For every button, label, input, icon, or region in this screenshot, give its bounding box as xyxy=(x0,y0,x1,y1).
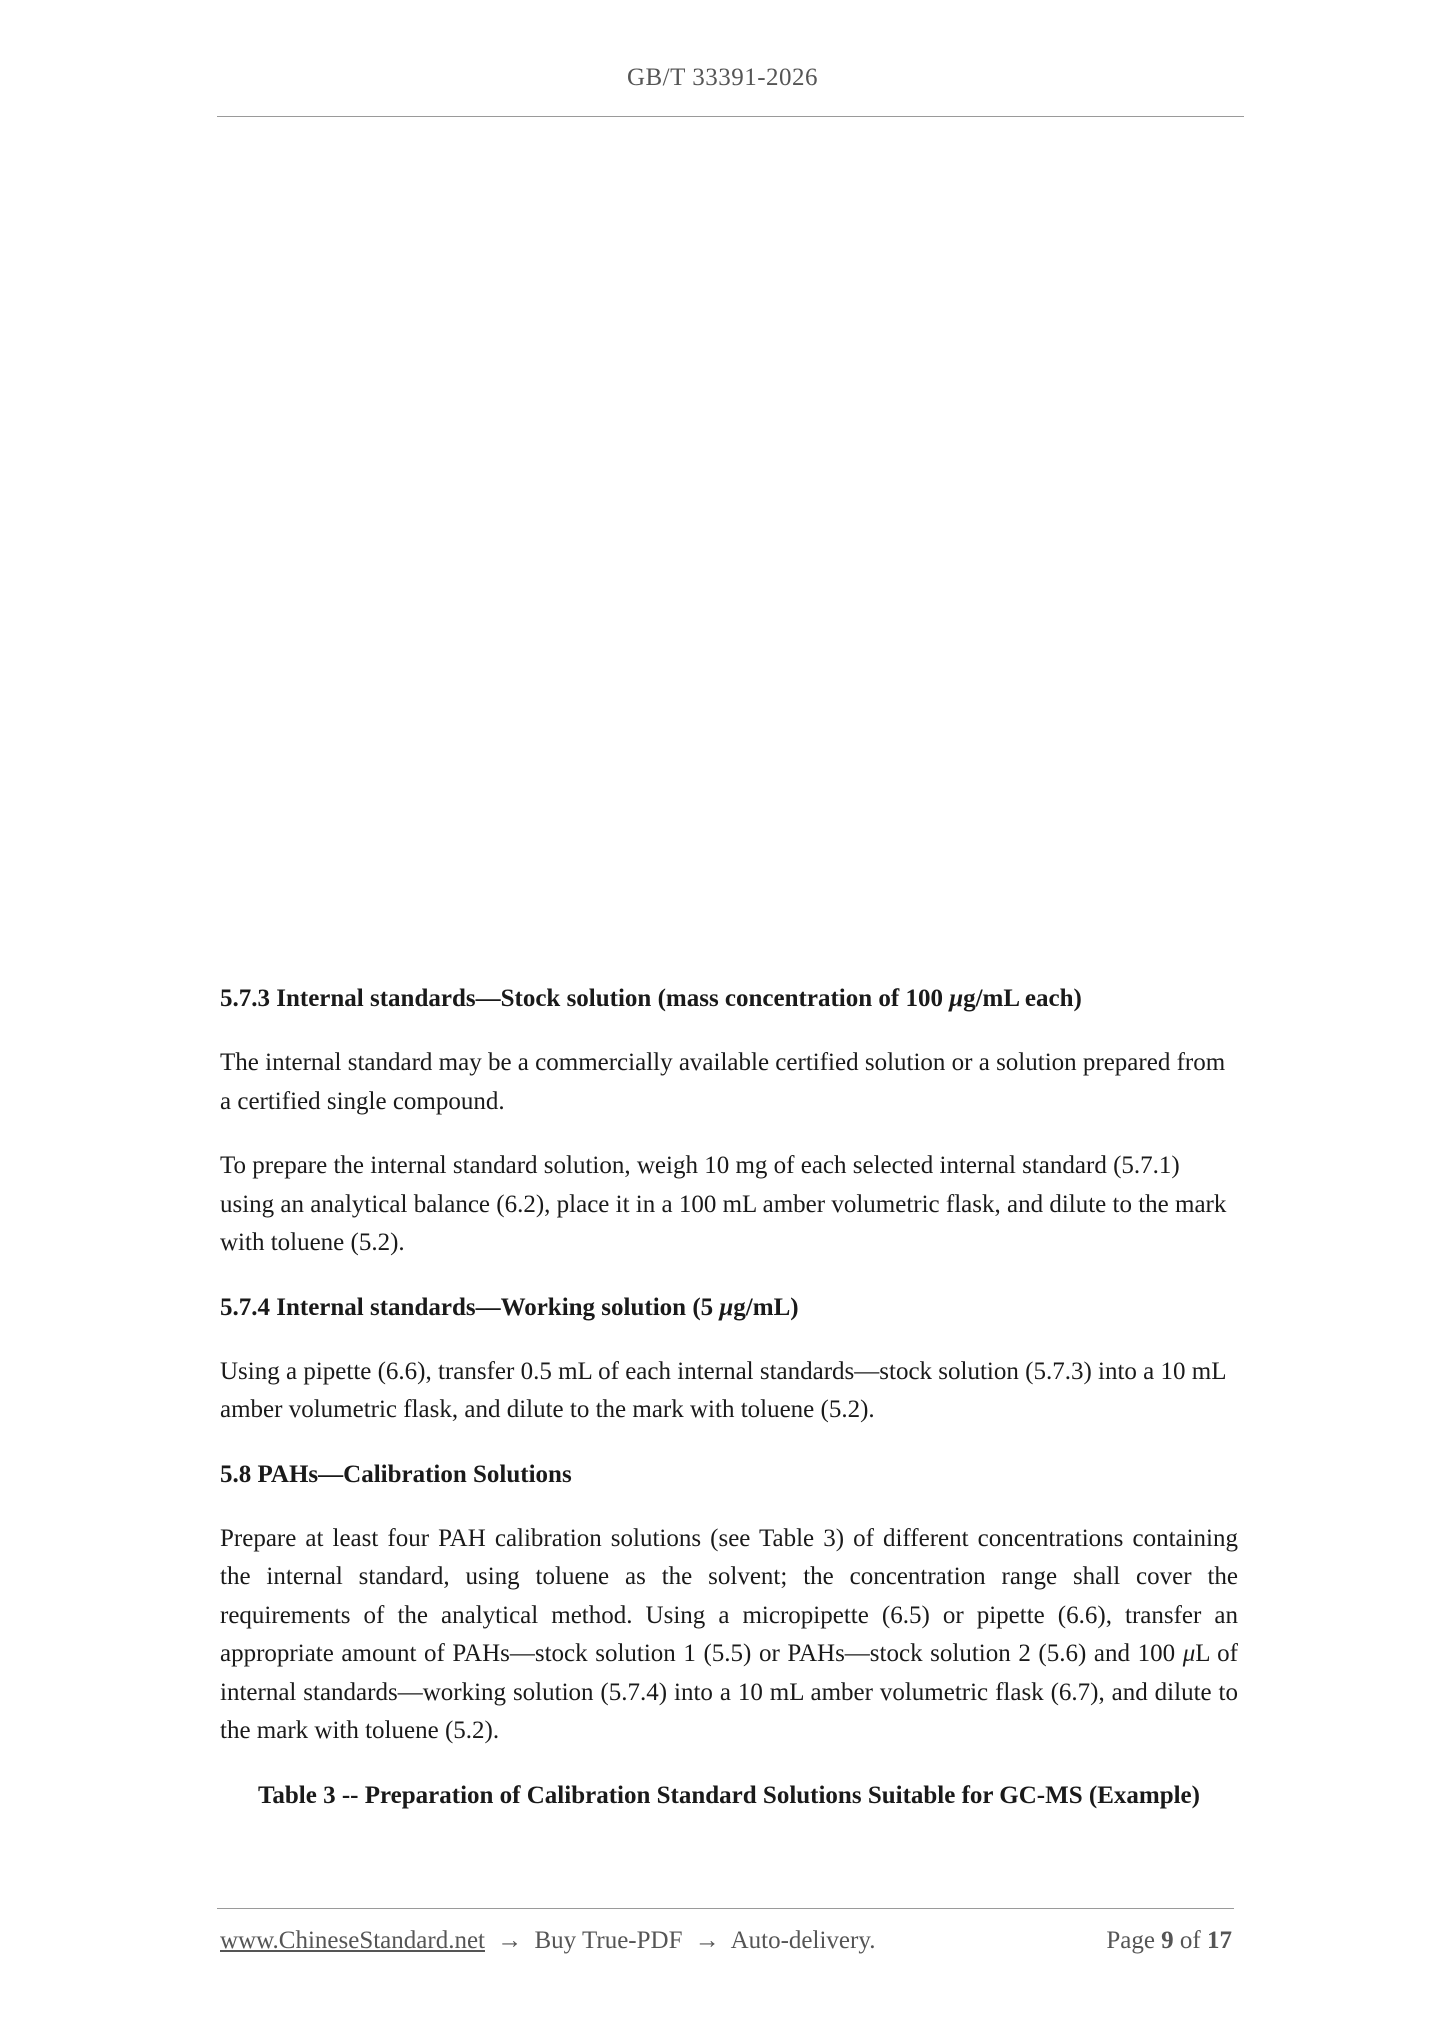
mu-symbol: μ xyxy=(719,1293,734,1321)
table-caption: Table 3 -- Preparation of Calibration Standard Solutions Suitable for GC-MS (Example) xyxy=(258,1781,1200,1809)
header-divider xyxy=(217,116,1244,117)
footer-promo xyxy=(220,1927,875,1955)
paragraph-5-7-4: Using a pipette (6.6), transfer 0.5 mL of each internal standards—stock solution (5.7.3) into a 10 mL amber volumetric flask, and dilute to the mark with toluene (5.2). xyxy=(220,1357,1226,1423)
footer-divider xyxy=(217,1908,1234,1909)
section-heading-5-7-3 xyxy=(220,980,1238,1018)
arrow-right-icon: → xyxy=(497,1927,523,1954)
total-pages-number: 17 xyxy=(1207,1927,1232,1954)
paragraph-5-7-3-b: To prepare the internal standard solution, weigh 10 mg of each selected internal standard (5.7.1) using an analytical balance (6.2), place it in a 100 mL amber volumetric flask, and dilute to the mark with toluene (5.2). xyxy=(220,1152,1227,1256)
section-heading-5-7-4 xyxy=(220,1289,1238,1327)
document-code-header: GB/T 33391-2026 xyxy=(626,64,819,91)
paragraph-5-8 xyxy=(220,1520,1238,1751)
paragraph-text: Prepare at least four PAH calibration solutions (see Table 3) of different concentrations containing the internal standard, using toluene as the solvent; the concentration range shall cover the requirements of the analytical method. Using a micropipette (6.5) or pipette (6.6), transfer an appropriate amount of PAHs—stock solution 1 (5.5) or PAHs—stock solution 2 (5.6) and 100 xyxy=(220,1524,1238,1667)
current-page-number: 9 xyxy=(1161,1927,1174,1954)
paragraph-text: L of internal standards—working solution (5.7.4) into a 10 mL amber volumetric flask (6.7), and dilute to the mark with toluene (5.2). xyxy=(220,1640,1239,1744)
paragraph-5-7-3-a: The internal standard may be a commercially available certified solution or a solution prepared from a certified single compound. xyxy=(220,1049,1226,1115)
document-body xyxy=(220,980,1238,1815)
mu-symbol: μ xyxy=(1182,1640,1196,1667)
page-indicator xyxy=(1106,1927,1232,1955)
arrow-right-icon: → xyxy=(694,1927,720,1954)
page-label: Page xyxy=(1106,1927,1155,1954)
heading-text: g/mL each) xyxy=(963,985,1082,1012)
section-heading-5-8: 5.8 PAHs—Calibration Solutions xyxy=(220,1460,572,1488)
website-link[interactable]: www.ChineseStandard.net xyxy=(220,1927,485,1954)
auto-delivery-text: Auto-delivery. xyxy=(730,1927,876,1954)
mu-symbol: μ xyxy=(949,985,964,1012)
heading-text: 5.7.4 Internal standards—Working solution (5 xyxy=(220,1293,720,1321)
page-footer xyxy=(220,1927,1232,1963)
heading-text: g/mL) xyxy=(733,1293,799,1321)
of-label: of xyxy=(1179,1927,1201,1954)
heading-text: 5.7.3 Internal standards—Stock solution (mass concentration of 100 xyxy=(220,985,950,1012)
buy-true-pdf-text: Buy True-PDF xyxy=(534,1927,683,1954)
